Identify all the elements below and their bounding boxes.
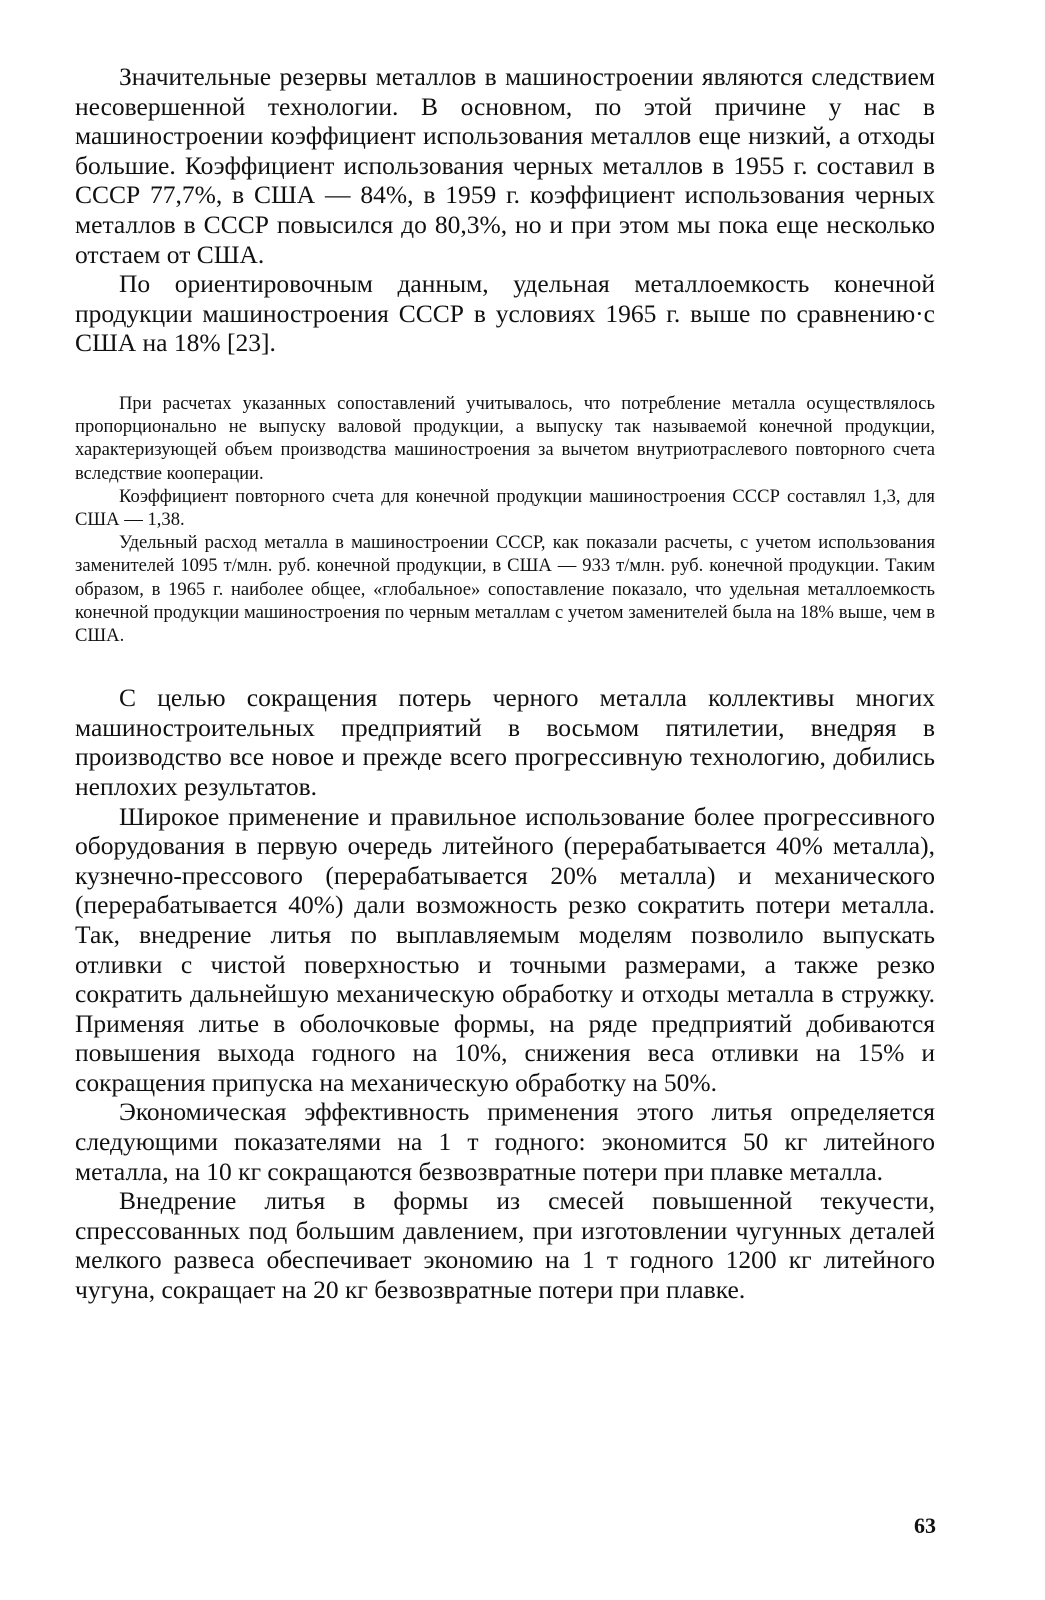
paragraph: Экономическая эффективность применения этого литья определяется следующими показателями на 1 т годного: экономится 50 кг литейного металла, на 10 кг сокращаются безвозвратные потери при плавке металла. [75,1097,935,1186]
paragraph: Широкое применение и правильное использование более прогрессивного оборудования в первую очередь литейного (перерабатывается 40% металла), кузнечно-прессового (перерабатывается 20% металла) и механического (перерабатывается 40%) дали возможность резко сократить потери металла. Так, внедрение литья по выплавляемым моделям позволило выпускать отливки с чистой поверхностью и точными размерами, а также резко сократить дальнейшую механическую обработку и отходы металла в стружку. Применяя литье в оболочковые формы, на ряде предприятий добиваются повышения выхода годного на 10%, снижения веса отливки на 15% и сокращения припуска на механическую обработку на 50%. [75,801,935,1097]
paragraph: С целью сокращения потерь черного металла коллективы многих машиностроительных предприятий в восьмом пятилетии, внедряя в производство все новое и прежде всего прогрессивную технологию, добились неплохих результатов. [75,683,935,801]
note-paragraph: Удельный расход металла в машиностроении СССР, как показали расчеты, с учетом использования заменителей 1095 т/млн. руб. конечной продукции, в США — 933 т/млн. руб. конечной продукции. Таким образом, в 1965 г. наиболее общее, «глобальное» сопоставление показало, что удельная металлоемкость конечной продукции машиностроения по черным металлам с учетом заменителей была на 18% выше, чем в США. [75,532,935,646]
main-text-top [75,62,935,358]
paragraph: Внедрение литья в формы из смесей повышенной текучести, спрессованных под большим давлением, при изготовлении чугунных деталей мелкого развеса обеспечивает экономию на 1 т годного 1200 кг литейного чугуна, сокращает на 20 кг безвозвратные потери при плавке. [75,1186,935,1305]
main-text-bottom [75,683,935,1304]
note-paragraph: При расчетах указанных сопоставлений учитывалось, что потребление металла осуществлялось пропорционально не выпуску валовой продукции, а выпуску так называемой конечной продукции, характеризующей объем производства машиностроения за вычетом внутриотраслевого повторного счета вследствие кооперации. [75,392,935,484]
paragraph: Значительные резервы металлов в машиностроении являются следствием несовершенной технологии. В основном, по этой причине у нас в машиностроении коэффициент использования металлов еще низкий, а отходы большие. Коэффициент использования черных металлов в 1955 г. составил в СССР 77,7%, в США — 84%, в 1959 г. коэффициент использования черных металлов в СССР повысился до 80,3%, но и при этом мы пока еще несколько отстаем от США. [75,62,935,269]
paragraph: По ориентировочным данным, удельная металлоемкость конечной продукции машиностроения СССР в условиях 1965 г. выше по сравнению·с США на 18% [23]. [75,269,935,358]
page-number: 63 [914,1513,936,1538]
note-paragraph: Коэффициент повторного счета для конечной продукции машиностроения СССР составлял 1,3, для США — 1,38. [75,485,935,530]
note-block [75,392,935,647]
